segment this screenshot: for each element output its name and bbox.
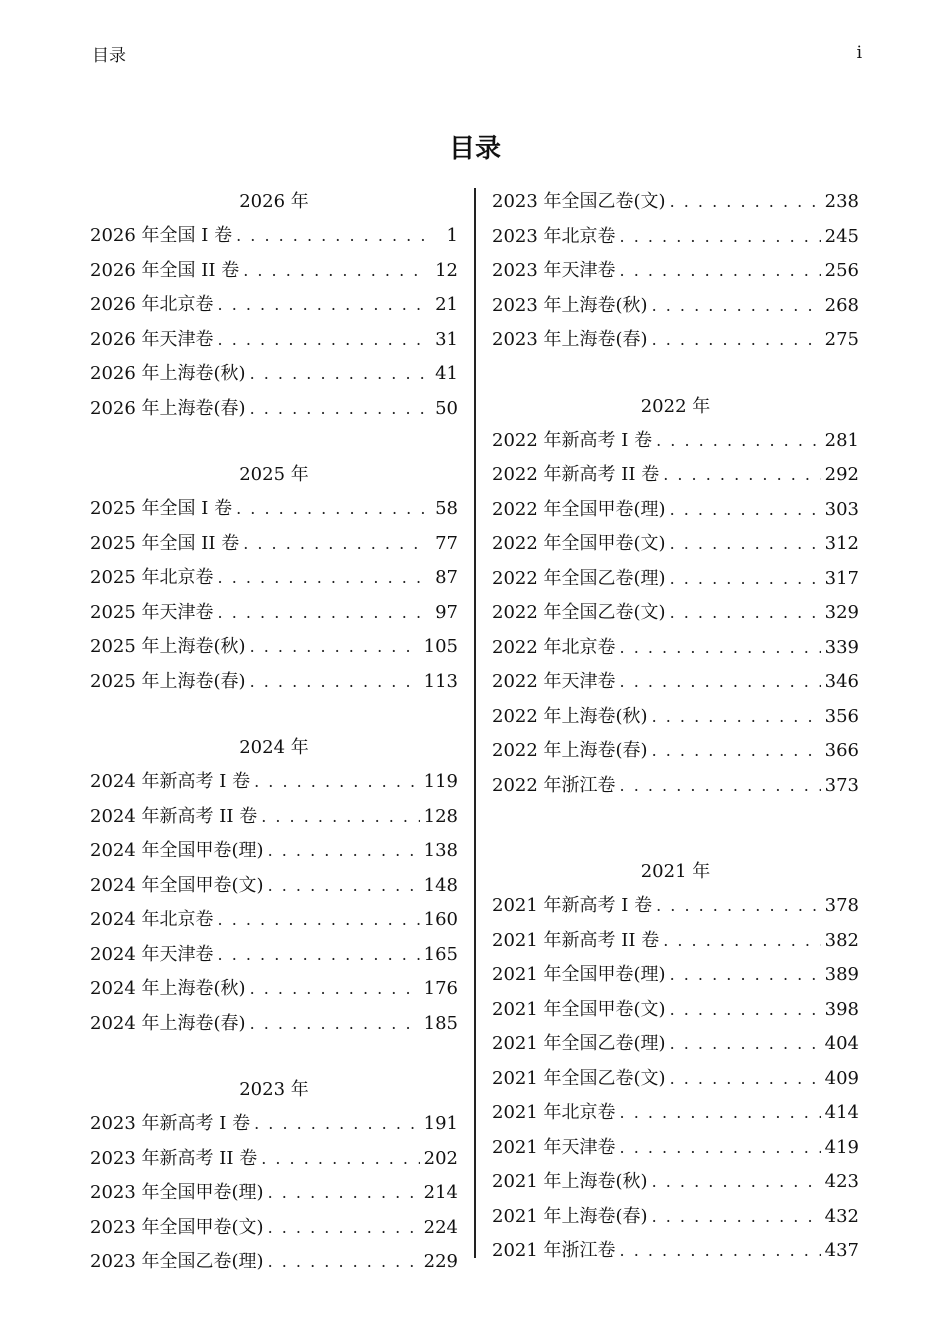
toc-entry[interactable] — [492, 1234, 859, 1269]
toc-entry-title: 2021 年全国乙卷(理) — [492, 1033, 666, 1054]
toc-entry-page-number: 303 — [824, 498, 859, 520]
toc-entry[interactable] — [492, 631, 859, 666]
toc-entry-title: 2021 年天津卷 — [492, 1136, 616, 1158]
toc-entry-page-number: 281 — [824, 429, 859, 451]
toc-entry-title: 2021 年浙江卷 — [492, 1240, 616, 1261]
toc-entry-title: 2026 年全国 II 卷 — [90, 259, 240, 281]
toc-entry[interactable] — [492, 993, 859, 1028]
toc-entry-title: 2023 年天津卷 — [492, 260, 616, 281]
dot-leader — [218, 561, 424, 596]
toc-entry-title: 2022 年上海卷(春) — [492, 740, 648, 761]
toc-entry[interactable] — [492, 1131, 859, 1166]
toc-entry-title: 2023 年全国甲卷(文) — [90, 1216, 264, 1238]
toc-entry[interactable] — [90, 492, 458, 527]
year-heading: 2024 年 — [239, 737, 309, 758]
running-header-title: 目录 — [92, 45, 126, 66]
toc-entry-title: 2026 年全国 I 卷 — [90, 225, 233, 246]
toc-entry-title: 2021 年全国甲卷(文) — [492, 998, 666, 1020]
toc-entry-page-number: 404 — [824, 1033, 859, 1054]
toc-entry[interactable] — [492, 734, 859, 769]
toc-entry-page-number: 224 — [423, 1216, 458, 1238]
toc-entry-title: 2025 年北京卷 — [90, 567, 214, 588]
toc-entry-page-number: 21 — [435, 294, 458, 315]
toc-entry[interactable] — [90, 1211, 458, 1246]
year-heading: 2021 年 — [640, 861, 711, 882]
toc-entry[interactable] — [492, 424, 859, 459]
toc-entry[interactable] — [492, 1062, 859, 1097]
toc-entry-title: 2026 年上海卷(春) — [90, 397, 246, 419]
toc-entry-page-number: 1 — [446, 225, 458, 246]
dot-leader — [656, 889, 821, 924]
toc-entry[interactable] — [492, 289, 859, 324]
dot-leader — [670, 185, 821, 220]
dot-leader — [652, 323, 821, 358]
dot-leader — [250, 1007, 420, 1042]
toc-entry-page-number: 202 — [423, 1147, 458, 1169]
dot-leader — [652, 700, 821, 735]
toc-entry-page-number: 214 — [423, 1182, 458, 1203]
dot-leader — [261, 1142, 419, 1177]
dot-leader — [250, 392, 424, 427]
toc-entry-page-number: 423 — [824, 1171, 859, 1192]
dot-leader — [250, 665, 420, 700]
dot-leader — [268, 1211, 420, 1246]
dot-leader — [670, 1027, 821, 1062]
toc-entry-page-number: 275 — [824, 329, 859, 350]
dot-leader — [218, 596, 424, 631]
toc-entry-title: 2026 年北京卷 — [90, 294, 214, 315]
toc-entry-title: 2024 年天津卷 — [90, 943, 214, 965]
toc-entry[interactable] — [90, 834, 458, 869]
toc-entry-page-number: 346 — [824, 671, 859, 692]
toc-entry-page-number: 432 — [824, 1205, 859, 1227]
toc-entry[interactable] — [90, 665, 458, 700]
toc-entry-title: 2025 年全国 I 卷 — [90, 498, 233, 519]
dot-leader — [663, 458, 820, 493]
dot-leader — [620, 1131, 821, 1166]
dot-leader — [670, 493, 821, 528]
toc-entry[interactable] — [90, 903, 458, 938]
toc-entry-title: 2023 年全国甲卷(理) — [90, 1182, 264, 1203]
toc-entry[interactable] — [492, 562, 859, 597]
toc-entry-title: 2022 年全国乙卷(理) — [492, 567, 666, 589]
dot-leader — [670, 527, 821, 562]
toc-entry-page-number: 268 — [824, 294, 859, 316]
toc-entry[interactable] — [90, 596, 458, 631]
toc-entry-page-number: 229 — [423, 1251, 458, 1272]
toc-entry-title: 2022 年天津卷 — [492, 671, 616, 692]
toc-entry[interactable] — [90, 288, 458, 323]
toc-year-section — [90, 458, 458, 699]
toc-year-section — [90, 185, 458, 426]
toc-entry-page-number: 238 — [824, 191, 859, 212]
toc-entry-page-number: 165 — [423, 943, 458, 965]
page-title: 目录 — [448, 134, 501, 164]
dot-leader — [236, 219, 424, 254]
dot-leader — [670, 1062, 821, 1097]
toc-entry[interactable] — [90, 527, 458, 562]
toc-entry-page-number: 58 — [435, 498, 458, 519]
toc-right-column — [492, 185, 859, 1269]
dot-leader — [656, 424, 821, 459]
toc-entry-page-number: 378 — [824, 895, 859, 916]
toc-entry[interactable] — [90, 1007, 458, 1042]
toc-entry-page-number: 292 — [824, 464, 859, 485]
toc-entry[interactable] — [492, 458, 859, 493]
dot-leader — [652, 289, 821, 324]
toc-continued-entries — [492, 185, 859, 358]
dot-leader — [620, 631, 821, 666]
toc-entry-page-number: 366 — [824, 740, 859, 761]
dot-leader — [218, 323, 424, 358]
dot-leader — [663, 924, 820, 959]
toc-entry-page-number: 148 — [423, 874, 458, 896]
toc-entry-title: 2022 年浙江卷 — [492, 774, 616, 796]
toc-entry-page-number: 77 — [435, 532, 458, 554]
dot-leader — [261, 800, 419, 835]
toc-entry-title: 2023 年全国乙卷(文) — [492, 191, 666, 212]
toc-entry-title: 2025 年上海卷(秋) — [90, 636, 246, 657]
toc-entry-page-number: 160 — [423, 909, 458, 930]
dot-leader — [268, 869, 420, 904]
toc-entry-title: 2023 年新高考 I 卷 — [90, 1113, 251, 1134]
toc-entry[interactable] — [90, 1245, 458, 1280]
dot-leader — [254, 765, 420, 800]
toc-entry[interactable] — [492, 254, 859, 289]
toc-entry-page-number: 128 — [423, 805, 458, 827]
toc-entry-title: 2024 年北京卷 — [90, 909, 214, 930]
dot-leader — [670, 596, 821, 631]
toc-entry[interactable] — [90, 869, 458, 904]
section-spacer — [90, 699, 458, 731]
year-heading: 2023 年 — [239, 1079, 309, 1100]
dot-leader — [250, 972, 420, 1007]
dot-leader — [254, 1107, 420, 1142]
toc-entry[interactable] — [90, 561, 458, 596]
toc-left-column — [90, 185, 458, 1280]
toc-entry-page-number: 339 — [824, 636, 859, 658]
toc-entry[interactable] — [90, 357, 458, 392]
toc-entry-title: 2026 年天津卷 — [90, 328, 214, 350]
year-heading: 2022 年 — [640, 395, 711, 417]
toc-entry[interactable] — [492, 889, 859, 924]
toc-entry-page-number: 41 — [435, 363, 458, 384]
toc-entry-title: 2022 年全国甲卷(文) — [492, 533, 666, 554]
toc-entry-page-number: 87 — [435, 567, 458, 588]
toc-entry-title: 2021 年上海卷(秋) — [492, 1171, 648, 1192]
toc-entry[interactable] — [492, 769, 859, 804]
toc-entry[interactable] — [492, 700, 859, 735]
toc-entry-title: 2026 年上海卷(秋) — [90, 363, 246, 384]
dot-leader — [243, 527, 424, 562]
toc-entry-title: 2022 年全国甲卷(理) — [492, 498, 666, 520]
toc-entry-title: 2022 年上海卷(秋) — [492, 705, 648, 727]
toc-entry-page-number: 12 — [435, 259, 458, 281]
toc-entry-page-number: 185 — [423, 1012, 458, 1034]
column-divider — [474, 188, 476, 1258]
dot-leader — [218, 288, 424, 323]
toc-right-sections — [492, 358, 859, 1269]
toc-entry-title: 2021 年新高考 II 卷 — [492, 929, 660, 951]
toc-entry-page-number: 329 — [824, 602, 859, 623]
dot-leader — [218, 938, 420, 973]
dot-leader — [268, 834, 420, 869]
toc-entry-title: 2022 年新高考 II 卷 — [492, 464, 660, 485]
dot-leader — [670, 993, 821, 1028]
toc-entry-title: 2023 年上海卷(秋) — [492, 294, 648, 316]
toc-entry-page-number: 382 — [824, 929, 859, 951]
toc-entry[interactable] — [90, 765, 458, 800]
dot-leader — [652, 1165, 821, 1200]
dot-leader — [620, 1234, 821, 1269]
toc-entry[interactable] — [90, 392, 458, 427]
toc-entry-page-number: 356 — [824, 705, 859, 727]
toc-entry-title: 2022 年全国乙卷(文) — [492, 602, 666, 623]
toc-entry[interactable] — [90, 800, 458, 835]
toc-entry-title: 2025 年上海卷(春) — [90, 670, 246, 692]
toc-entry[interactable] — [492, 958, 859, 993]
toc-entry-page-number: 105 — [423, 636, 458, 657]
toc-entry-page-number: 119 — [423, 771, 458, 792]
toc-entry-page-number: 138 — [423, 840, 458, 861]
toc-entry-page-number: 50 — [435, 397, 458, 419]
toc-entry-page-number: 97 — [435, 601, 458, 623]
toc-entry-title: 2021 年全国乙卷(文) — [492, 1067, 666, 1089]
toc-entry-page-number: 414 — [824, 1102, 859, 1123]
toc-entry-page-number: 409 — [824, 1067, 859, 1089]
dot-leader — [218, 903, 420, 938]
toc-entry-title: 2024 年新高考 I 卷 — [90, 771, 251, 792]
toc-year-section — [90, 731, 458, 1041]
toc-entry-page-number: 113 — [423, 670, 458, 692]
year-heading: 2026 年 — [239, 191, 309, 212]
toc-entry-page-number: 31 — [435, 328, 458, 350]
year-heading: 2025 年 — [239, 464, 309, 485]
toc-year-section — [492, 855, 859, 1269]
toc-entry-page-number: 256 — [824, 260, 859, 281]
toc-entry-title: 2024 年上海卷(秋) — [90, 978, 246, 999]
dot-leader — [620, 254, 821, 289]
dot-leader — [620, 220, 821, 255]
toc-entry-title: 2024 年全国甲卷(文) — [90, 874, 264, 896]
toc-entry-title: 2021 年新高考 I 卷 — [492, 895, 653, 916]
toc-entry[interactable] — [90, 630, 458, 665]
dot-leader — [268, 1176, 420, 1211]
dot-leader — [243, 254, 424, 289]
toc-entry-title: 2023 年北京卷 — [492, 225, 616, 247]
toc-entry-page-number: 437 — [824, 1240, 859, 1261]
toc-entry-page-number: 245 — [824, 225, 859, 247]
toc-entry-title: 2021 年上海卷(春) — [492, 1205, 648, 1227]
section-spacer — [492, 358, 859, 390]
toc-entry-title: 2023 年新高考 II 卷 — [90, 1147, 258, 1169]
toc-entry-title: 2024 年新高考 II 卷 — [90, 805, 258, 827]
toc-entry[interactable] — [90, 938, 458, 973]
toc-entry[interactable] — [492, 665, 859, 700]
section-spacer — [492, 803, 859, 855]
section-spacer — [90, 426, 458, 458]
toc-entry-page-number: 191 — [423, 1113, 458, 1134]
dot-leader — [652, 1200, 821, 1235]
toc-entry[interactable] — [90, 1142, 458, 1177]
toc-entry-page-number: 419 — [824, 1136, 859, 1158]
toc-entry-title: 2023 年上海卷(春) — [492, 329, 648, 350]
toc-entry[interactable] — [492, 323, 859, 358]
toc-entry-page-number: 176 — [423, 978, 458, 999]
dot-leader — [250, 357, 424, 392]
toc-entry-page-number: 389 — [824, 964, 859, 985]
toc-entry-title: 2021 年北京卷 — [492, 1102, 616, 1123]
toc-entry-page-number: 312 — [824, 533, 859, 554]
dot-leader — [670, 958, 821, 993]
toc-entry[interactable] — [90, 219, 458, 254]
toc-entry[interactable] — [90, 972, 458, 1007]
toc-entry[interactable] — [90, 1176, 458, 1211]
toc-entry-page-number: 317 — [824, 567, 859, 589]
toc-entry-title: 2022 年新高考 I 卷 — [492, 429, 653, 451]
toc-entry-title: 2025 年全国 II 卷 — [90, 532, 240, 554]
toc-entry[interactable] — [492, 1027, 859, 1062]
toc-year-section — [492, 390, 859, 804]
dot-leader — [620, 769, 821, 804]
running-header — [92, 40, 862, 66]
toc-entry-page-number: 398 — [824, 998, 859, 1020]
toc-entry[interactable] — [492, 1200, 859, 1235]
toc-entry-title: 2023 年全国乙卷(理) — [90, 1251, 264, 1272]
toc-entry[interactable] — [492, 527, 859, 562]
toc-entry[interactable] — [492, 596, 859, 631]
toc-entry-title: 2024 年上海卷(春) — [90, 1012, 246, 1034]
toc-entry[interactable] — [492, 1165, 859, 1200]
toc-entry[interactable] — [492, 185, 859, 220]
dot-leader — [620, 665, 821, 700]
section-spacer — [90, 1041, 458, 1073]
dot-leader — [250, 630, 420, 665]
dot-leader — [620, 1096, 821, 1131]
toc-entry[interactable] — [492, 493, 859, 528]
toc-entry[interactable] — [90, 254, 458, 289]
toc-entry[interactable] — [90, 323, 458, 358]
toc-entry-title: 2021 年全国甲卷(理) — [492, 964, 666, 985]
dot-leader — [652, 734, 821, 769]
toc-entry-page-number: 373 — [824, 774, 859, 796]
dot-leader — [268, 1245, 420, 1280]
toc-entry[interactable] — [90, 1107, 458, 1142]
toc-entry-title: 2025 年天津卷 — [90, 601, 214, 623]
toc-entry[interactable] — [492, 924, 859, 959]
toc-entry[interactable] — [492, 1096, 859, 1131]
dot-leader — [236, 492, 424, 527]
toc-entry-title: 2024 年全国甲卷(理) — [90, 840, 264, 861]
toc-entry[interactable] — [492, 220, 859, 255]
dot-leader — [670, 562, 821, 597]
page-number: i — [856, 43, 862, 63]
toc-year-section — [90, 1073, 458, 1280]
toc-entry-title: 2022 年北京卷 — [492, 636, 616, 658]
